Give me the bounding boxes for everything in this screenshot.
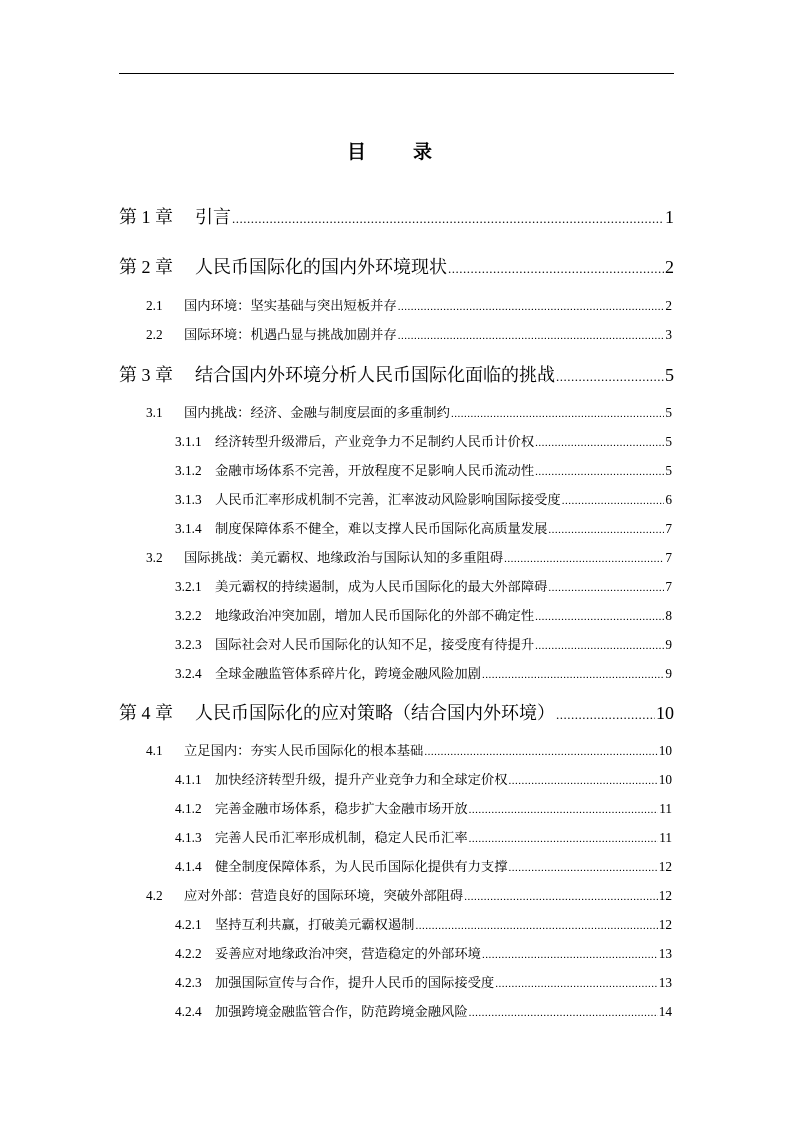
toc-subsection-entry[interactable]: [175, 431, 672, 450]
page-number: 10: [656, 703, 674, 723]
page-number: 1: [665, 207, 674, 227]
entry-number: 3.1.1: [175, 434, 202, 449]
entry-number: 4.2.2: [175, 946, 202, 961]
toc-subsection-entry[interactable]: [175, 856, 672, 875]
dot-leader: [504, 550, 664, 566]
entry-title: 地缘政治冲突加剧，增加人民币国际化的外部不确定性: [215, 608, 535, 623]
page-number: 2: [665, 257, 674, 277]
page-number: 13: [658, 975, 672, 990]
entry-title: 立足国内：夯实人民币国际化的根本基础: [184, 743, 424, 758]
toc-chapter-entry[interactable]: [119, 699, 674, 725]
entry-title: 结合国内外环境分析人民币国际化面临的挑战: [195, 365, 555, 385]
entry-title: 加强国际宣传与合作，提升人民币的国际接受度: [215, 975, 495, 990]
page-number: 14: [658, 1004, 672, 1019]
entry-number: 4.1.4: [175, 859, 202, 874]
entry-title: 人民币国际化的应对策略（结合国内外环境）: [195, 703, 555, 723]
page-number: 7: [665, 550, 672, 565]
entry-title: 金融市场体系不完善，开放程度不足影响人民币流动性: [215, 463, 535, 478]
entry-number: 4.1.1: [175, 772, 202, 787]
entry-title: 全球金融监管体系碎片化，跨境金融风险加剧: [215, 666, 481, 681]
toc-subsection-entry[interactable]: [175, 489, 672, 508]
toc-section-entry[interactable]: [146, 402, 672, 421]
entry-number: 第 3 章: [119, 365, 173, 385]
entry-number: 4.1.3: [175, 830, 202, 845]
page-number: 6: [665, 492, 672, 507]
entry-number: 3.2.3: [175, 637, 202, 652]
toc-section-entry[interactable]: [146, 547, 672, 566]
dot-leader: [464, 888, 657, 904]
entry-number: 3.1.4: [175, 521, 202, 536]
entry-title: 加强跨境金融监管合作，防范跨境金融风险: [215, 1004, 468, 1019]
page-number: 5: [665, 463, 672, 478]
toc-subsection-entry[interactable]: [175, 663, 672, 682]
entry-number: 4.2: [146, 888, 163, 903]
entry-title: 完善人民币汇率形成机制，稳定人民币汇率: [215, 830, 468, 845]
page-number: 10: [658, 743, 672, 758]
entry-number: 2.2: [146, 327, 163, 342]
dot-leader: [548, 521, 664, 537]
entry-title: 引言: [195, 207, 231, 227]
dot-leader: [398, 298, 665, 314]
entry-title: 人民币国际化的国内外环境现状: [195, 257, 447, 277]
page-number: 12: [658, 859, 672, 874]
page-number: 11: [659, 830, 672, 845]
page-number: 5: [665, 365, 674, 385]
entry-number: 3.2.2: [175, 608, 202, 623]
dot-leader: [509, 859, 658, 875]
page-number: 13: [658, 946, 672, 961]
toc-subsection-entry[interactable]: [175, 518, 672, 537]
entry-number: 4.1.2: [175, 801, 202, 816]
toc-section-entry[interactable]: [146, 295, 672, 314]
entry-number: 第 1 章: [119, 207, 173, 227]
page-number: 12: [658, 917, 672, 932]
entry-title: 健全制度保障体系，为人民币国际化提供有力支撑: [215, 859, 508, 874]
toc-chapter-entry[interactable]: [119, 253, 674, 279]
entry-title: 完善金融市场体系，稳步扩大金融市场开放: [215, 801, 468, 816]
entry-title: 国际挑战：美元霸权、地缘政治与国际认知的多重阻碍: [184, 550, 504, 565]
dot-leader: [482, 946, 658, 962]
toc-subsection-entry[interactable]: [175, 605, 672, 624]
dot-leader: [556, 703, 655, 724]
entry-title: 制度保障体系不健全，难以支撑人民币国际化高质量发展: [215, 521, 548, 536]
entry-number: 4.1: [146, 743, 163, 758]
entry-title: 经济转型升级滞后，产业竞争力不足制约人民币计价权: [215, 434, 535, 449]
entry-title: 国内挑战：经济、金融与制度层面的多重制约: [184, 405, 450, 420]
dot-leader: [556, 365, 664, 386]
dot-leader: [495, 975, 657, 991]
dot-leader: [469, 801, 659, 817]
dot-leader: [535, 637, 664, 653]
dot-leader: [482, 666, 664, 682]
dot-leader: [469, 1004, 658, 1020]
dot-leader: [535, 463, 664, 479]
toc-subsection-entry[interactable]: [175, 576, 672, 595]
entry-number: 3.1.2: [175, 463, 202, 478]
entry-number: 3.1.3: [175, 492, 202, 507]
entry-number: 3.2.4: [175, 666, 202, 681]
dot-leader: [548, 579, 664, 595]
entry-title: 人民币汇率形成机制不完善，汇率波动风险影响国际接受度: [215, 492, 561, 507]
entry-number: 第 2 章: [119, 257, 173, 277]
toc-chapter-entry[interactable]: [119, 361, 674, 387]
toc-section-entry[interactable]: [146, 885, 672, 904]
dot-leader: [535, 434, 664, 450]
dot-leader: [451, 405, 664, 421]
dot-leader: [415, 917, 657, 933]
dot-leader: [232, 207, 664, 228]
entry-number: 3.1: [146, 405, 163, 420]
toc-section-entry[interactable]: [146, 324, 672, 343]
page-number: 12: [658, 888, 672, 903]
entry-title: 美元霸权的持续遏制，成为人民币国际化的最大外部障碍: [215, 579, 548, 594]
dot-leader: [535, 608, 664, 624]
toc-subsection-entry[interactable]: [175, 769, 672, 788]
toc-subsection-entry[interactable]: [175, 634, 672, 653]
entry-title: 妥善应对地缘政治冲突，营造稳定的外部环境: [215, 946, 481, 961]
entry-number: 4.2.1: [175, 917, 202, 932]
dot-leader: [448, 257, 664, 278]
toc-chapter-entry[interactable]: [119, 203, 674, 229]
entry-title: 国内环境：坚实基础与突出短板并存: [184, 298, 397, 313]
toc-subsection-entry[interactable]: [175, 914, 672, 933]
entry-title: 坚持互利共赢，打破美元霸权遏制: [215, 917, 415, 932]
page-number: 7: [665, 521, 672, 536]
entry-title: 国际环境：机遇凸显与挑战加剧并存: [184, 327, 397, 342]
page-number: 2: [665, 298, 672, 313]
entry-number: 4.2.4: [175, 1004, 202, 1019]
entry-title: 加快经济转型升级，提升产业竞争力和全球定价权: [215, 772, 508, 787]
entry-number: 4.2.3: [175, 975, 202, 990]
page-number: 11: [659, 801, 672, 816]
header-rule: [119, 73, 674, 74]
dot-leader: [469, 830, 659, 846]
toc-subsection-entry[interactable]: [175, 943, 672, 962]
toc-subsection-entry[interactable]: [175, 1001, 672, 1020]
page-number: 7: [665, 579, 672, 594]
page-number: 9: [665, 637, 672, 652]
page-number: 8: [665, 608, 672, 623]
toc-subsection-entry[interactable]: [175, 798, 672, 817]
dot-leader: [562, 492, 665, 508]
entry-title: 国际社会对人民币国际化的认知不足，接受度有待提升: [215, 637, 535, 652]
toc-subsection-entry[interactable]: [175, 460, 672, 479]
page-number: 5: [665, 405, 672, 420]
dot-leader: [424, 743, 657, 759]
page-number: 10: [658, 772, 672, 787]
toc-subsection-entry[interactable]: [175, 827, 672, 846]
toc-subsection-entry[interactable]: [175, 972, 672, 991]
entry-number: 3.2.1: [175, 579, 202, 594]
toc-section-entry[interactable]: [146, 740, 672, 759]
page-title: 目 录: [346, 141, 446, 163]
entry-number: 3.2: [146, 550, 163, 565]
dot-leader: [509, 772, 658, 788]
entry-title: 应对外部：营造良好的国际环境，突破外部阻碍: [184, 888, 464, 903]
page-number: 3: [665, 327, 672, 342]
entry-number: 第 4 章: [119, 703, 173, 723]
page-number: 9: [665, 666, 672, 681]
dot-leader: [398, 327, 665, 343]
page-number: 5: [665, 434, 672, 449]
entry-number: 2.1: [146, 298, 163, 313]
